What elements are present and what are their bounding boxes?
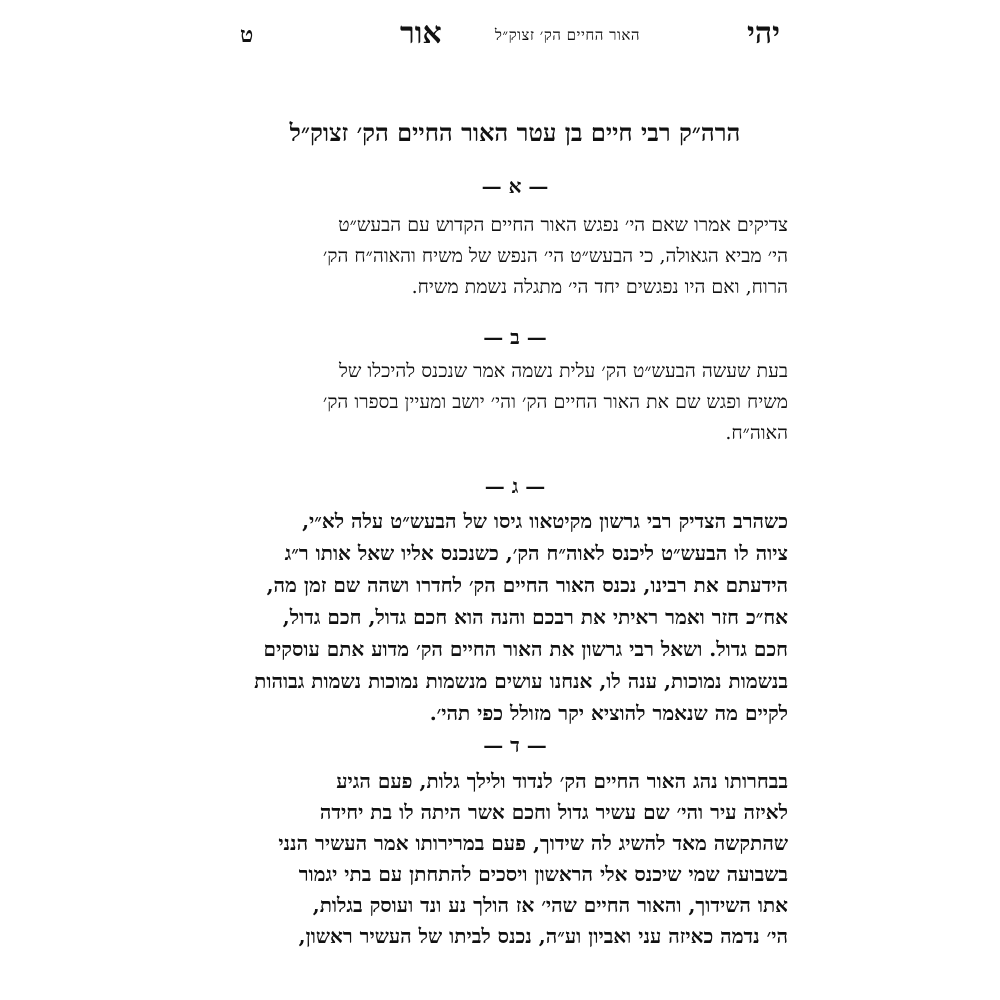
paragraph-line: הידעתם את רבינו, נכנס האור החיים הק׳ לחדרו ושהה שם זמן מה, (266, 573, 788, 597)
running-head-yehi: יהי (747, 16, 780, 51)
paragraph-line: חכם גדול. ושאל רבי גרשון את האור החיים הק׳ מדוע אתם עוסקים (263, 637, 788, 661)
paragraph-line: האוה״ח. (725, 422, 788, 444)
paragraph-line: הי׳ מביא הגאולה, כי הבעש״ט הי׳ הנפש של משיח והאוה״ח הק׳ (322, 245, 788, 267)
section-marker-dalet: — ד — (483, 733, 547, 757)
section-paragraph-gimel (240, 505, 788, 729)
paragraph-line: אתו השידוך, והאור החיים שהי׳ אז הולך נע ונד ועוסק בגלות, (312, 893, 788, 917)
chapter-title: הרה״ק רבי חיים בן עטר האור החיים הק׳ זצוק״ל (289, 118, 741, 147)
running-head-or: אור (400, 16, 442, 51)
section-paragraph-dalet (240, 766, 788, 952)
paragraph-line: כשהרב הצדיק רבי גרשון מקיטאוו גיסו של הבעש״ט עלה לא״י, (302, 509, 788, 533)
section-marker-bet: — ב — (483, 325, 547, 349)
paragraph-line: שהתקשה מאד להשיג לה שידוך, פעם במרירותו אמר העשיר הנני (278, 831, 788, 855)
paragraph-line: לקיים מה שנאמר להוציא יקר מזולל כפי תהי׳. (429, 701, 788, 725)
section-paragraph-bet (240, 356, 788, 449)
paragraph-line: ציוה לו הבעש״ט ליכנס לאוה״ח הק׳, כשנכנס אליו שאל אותו ר״ג (284, 541, 788, 565)
paragraph-line: בשבועה שמי שיכנס אלי הראשון ויסכים להתחתן עם בתי יגמור (298, 862, 788, 886)
paragraph-line: לאיזה עיר והי׳ שם עשיר גדול וחכם אשר היתה לו בת יחידה (319, 800, 788, 824)
page-number: ט (240, 22, 254, 48)
running-head (240, 14, 780, 54)
paragraph-line: הי׳ נדמה כאיזה עני ואביון וע״ה, נכנס לביתו של העשיר ראשון, (298, 924, 788, 948)
section-paragraph-alef (240, 210, 788, 303)
paragraph-line: משיח ופגש שם את האור החיים הק׳ והי׳ יושב ומעיין בספרו הק׳ (322, 391, 788, 413)
paragraph-line: הרוח, ואם היו נפגשים יחד הי׳ מתגלה נשמת משיח. (411, 276, 788, 298)
paragraph-line: אח״כ חזר ואמר ראיתי את רבכם והנה הוא חכם גדול, חכם גדול, (282, 605, 788, 629)
paragraph-line: בעת שעשה הבעש״ט הק׳ עלית נשמה אמר שנכנס להיכלו של (338, 360, 788, 382)
running-head-title: האור החיים הק׳ זצוק״ל (494, 26, 640, 44)
section-marker-gimel: — ג — (484, 474, 546, 498)
paragraph-line: בנשמות נמוכות, ענה לו, אנחנו עושים מנשמות נמוכות נשמות גבוהות (254, 669, 788, 693)
paragraph-line: צדיקים אמרו שאם הי׳ נפגש האור החיים הקדוש עם הבעש״ט (338, 214, 788, 236)
section-marker-alef: — א — (481, 174, 549, 198)
paragraph-line: בבחרותו נהג האור החיים הק׳ לנדוד ולילך גלות, פעם הגיע (336, 769, 788, 793)
